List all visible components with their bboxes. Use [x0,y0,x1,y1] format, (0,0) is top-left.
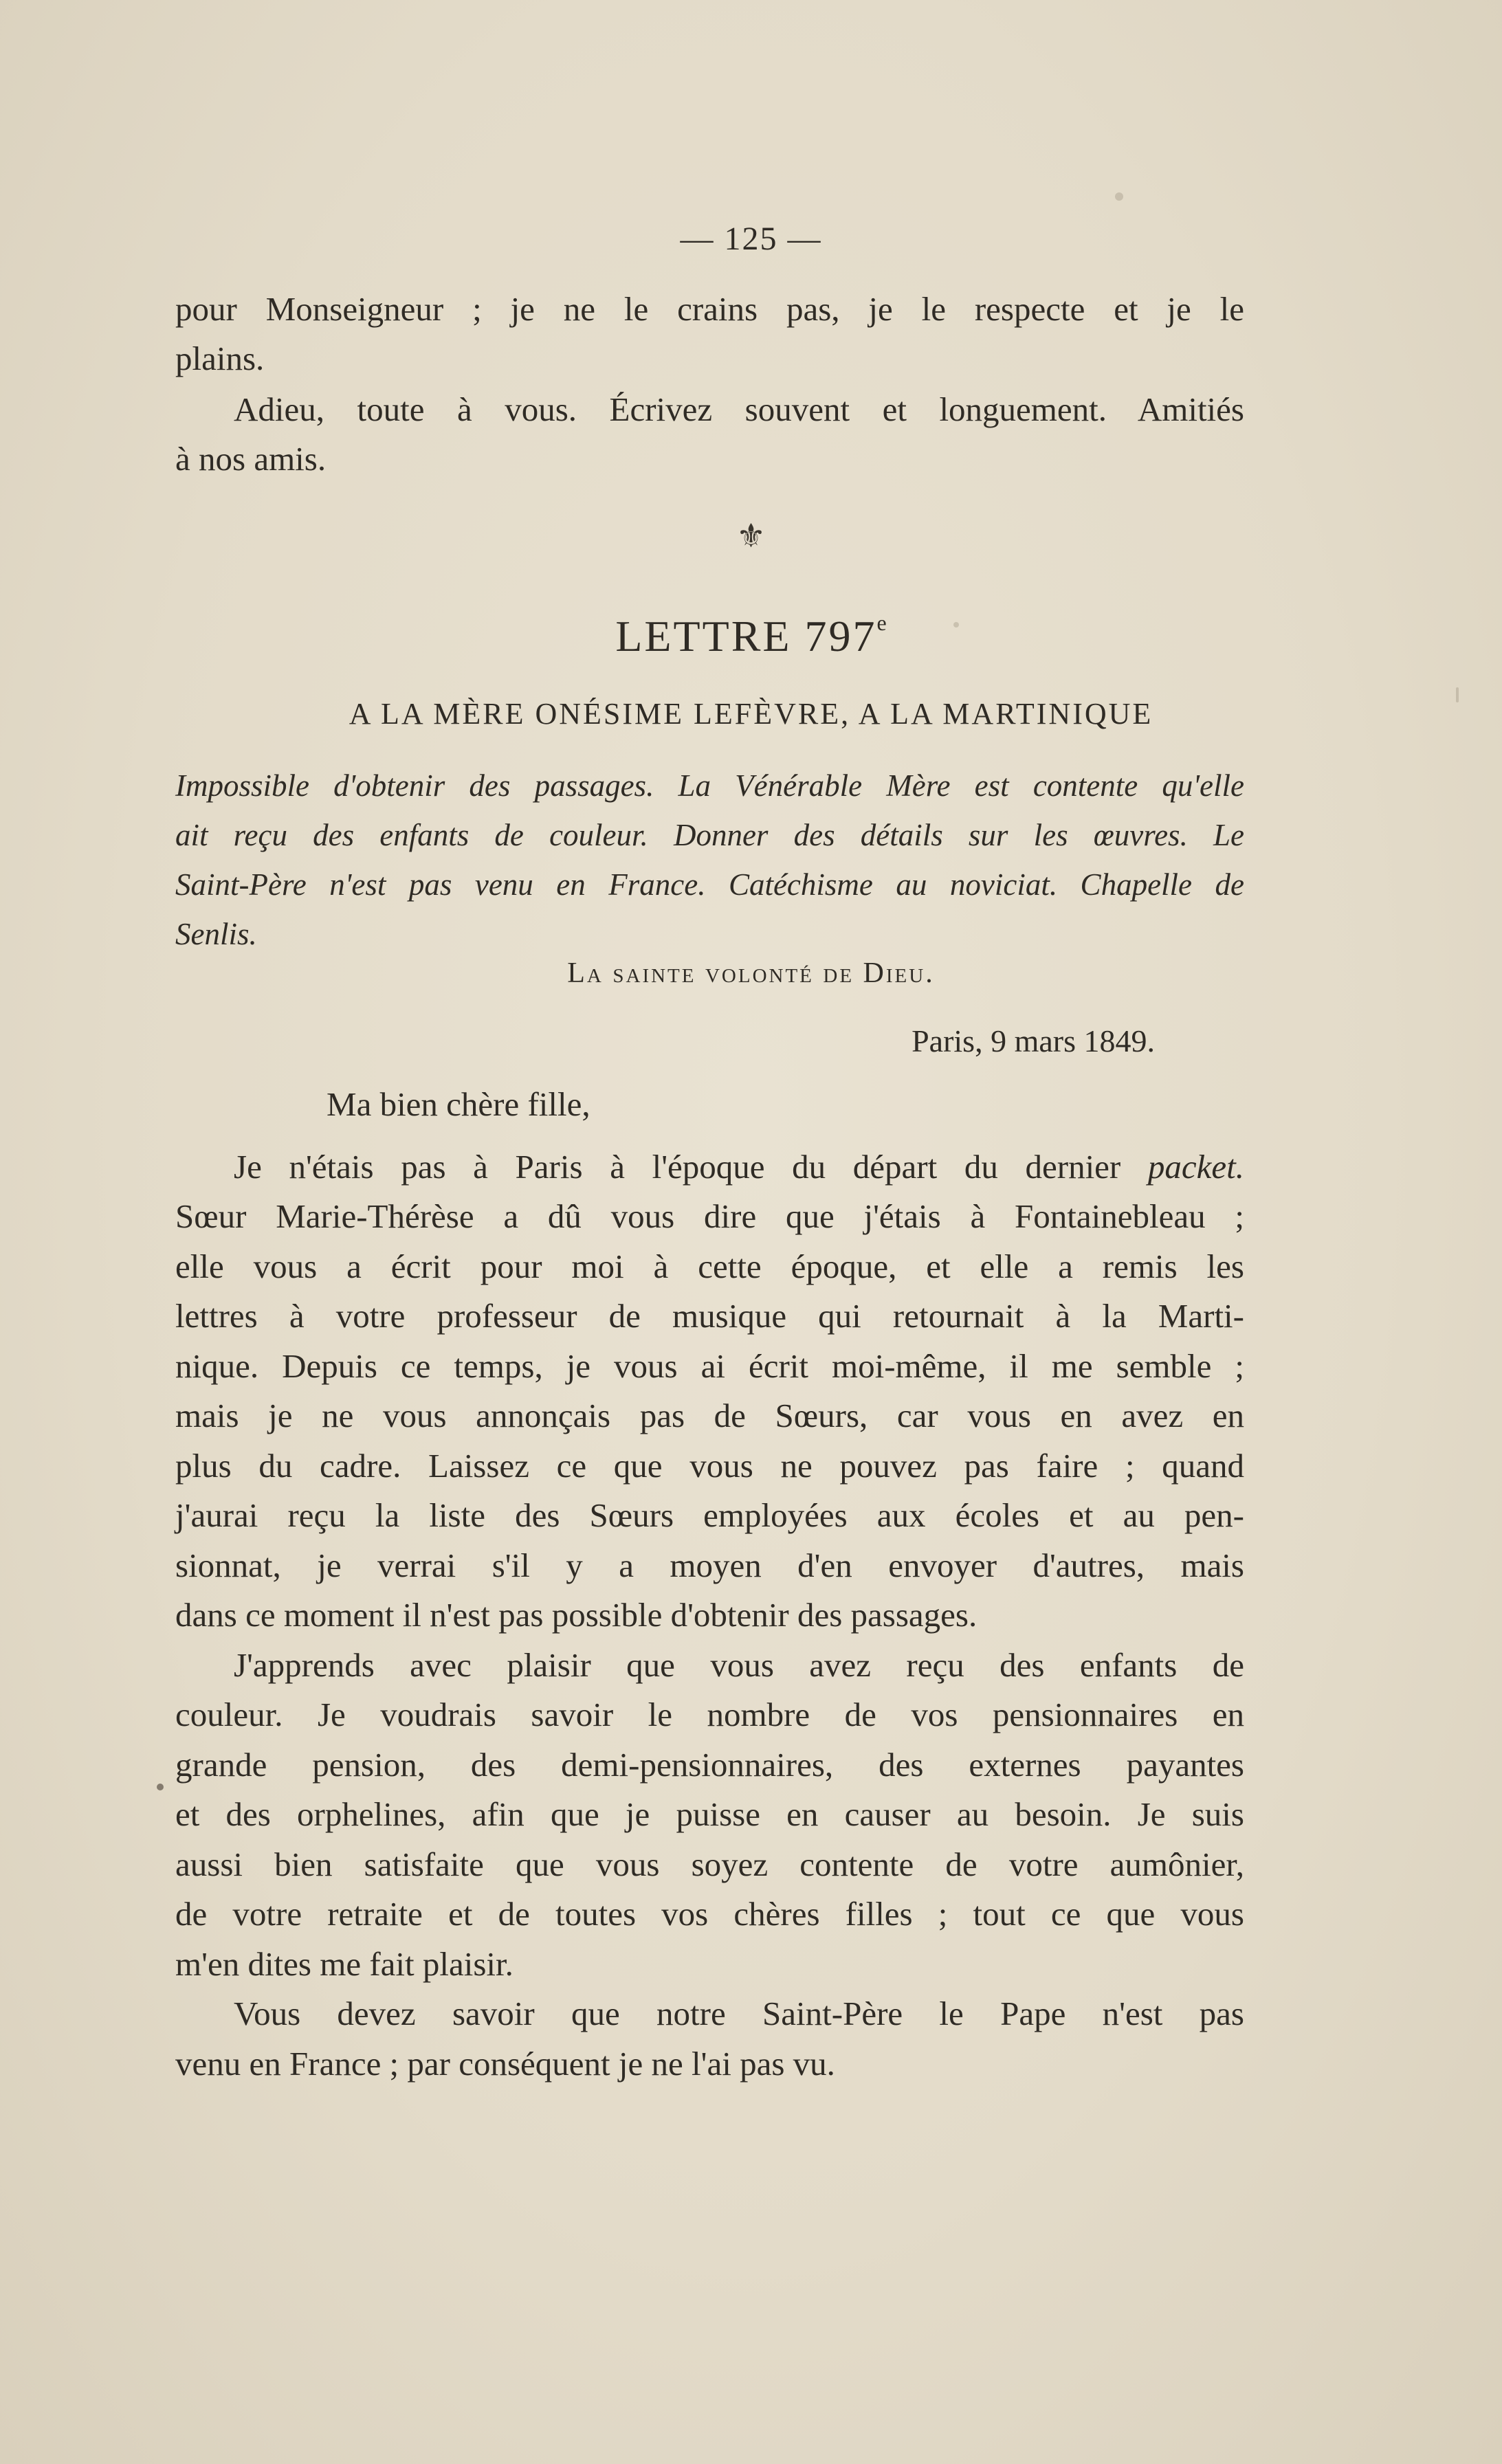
text-line: pour Monseigneur ; je ne le crains pas, je le respecte et je le [175,290,1244,328]
letter-salutation: Ma bien chère fille, [327,1085,590,1123]
body-line: et des orphelines, afin que je puisse en causer au besoin. Je suis [175,1795,1244,1833]
letter-motto: La sainte volonté de Dieu. [567,957,935,989]
body-line: j'aurai reçu la liste des Sœurs employées aux écoles et au pen- [175,1496,1244,1534]
summary-line: Senlis. [175,917,257,951]
letter-dateline: Paris, 9 mars 1849. [912,1023,1155,1058]
body-line: nique. Depuis ce temps, je vous ai écrit moi-même, il me semble ; [175,1347,1244,1385]
body-line: sionnat, je verrai s'il y a moyen d'en envoyer d'autres, mais [175,1546,1244,1584]
fleuron-ornament-icon: ⚜ [736,518,766,555]
text-line: à nos amis. [175,440,327,478]
summary-line: Impossible d'obtenir des passages. La Vénérable Mère est contente qu'elle [175,768,1244,803]
italic-word: packet. [1147,1148,1244,1186]
body-line: Je n'étais pas à Paris à l'époque du départ du dernier packet. [234,1148,1244,1186]
body-line: lettres à votre professeur de musique qui retournait à la Marti- [175,1297,1244,1335]
letter-title-suffix: e [876,610,887,635]
body-line: dans ce moment il n'est pas possible d'obtenir des passages. [175,1596,978,1634]
body-line: elle vous a écrit pour moi à cette époque, et elle a remis les [175,1247,1244,1285]
text-line: plains. [175,340,265,377]
letter-title [0,610,1502,662]
body-line: aussi bien satisfaite que vous soyez contente de votre aumônier, [175,1845,1244,1883]
page-number: — 125 — [680,221,822,257]
letter-title-text: LETTRE 797 [615,612,877,661]
body-line: m'en dites me fait plaisir. [175,1945,513,1983]
body-line: mais je ne vous annonçais pas de Sœurs, car vous en avez en [175,1397,1244,1434]
body-line: Vous devez savoir que notre Saint-Père le Pape n'est pas [234,1995,1244,2032]
paper-spot [157,1784,164,1790]
body-line: J'apprends avec plaisir que vous avez reçu des enfants de [234,1646,1244,1684]
letter-recipient: A LA MÈRE ONÉSIME LEFÈVRE, A LA MARTINIQUE [349,697,1153,731]
text-line: Adieu, toute à vous. Écrivez souvent et longuement. Amitiés [234,390,1244,428]
summary-line: Saint-Père n'est pas venu en France. Catéchisme au noviciat. Chapelle de [175,867,1244,902]
body-line: couleur. Je voudrais savoir le nombre de vos pensionnaires en [175,1696,1244,1733]
body-line: grande pension, des demi-pensionnaires, des externes payantes [175,1746,1244,1784]
body-line: de votre retraite et de toutes vos chères filles ; tout ce que vous [175,1895,1244,1933]
body-line: venu en France ; par conséquent je ne l'ai pas vu. [175,2045,835,2083]
paper-spot [1115,192,1123,201]
body-line: plus du cadre. Laissez ce que vous ne pouvez pas faire ; quand [175,1447,1244,1485]
summary-line: ait reçu des enfants de couleur. Donner des détails sur les œuvres. Le [175,818,1244,852]
body-line: Sœur Marie-Thérèse a dû vous dire que j'étais à Fontainebleau ; [175,1197,1244,1235]
